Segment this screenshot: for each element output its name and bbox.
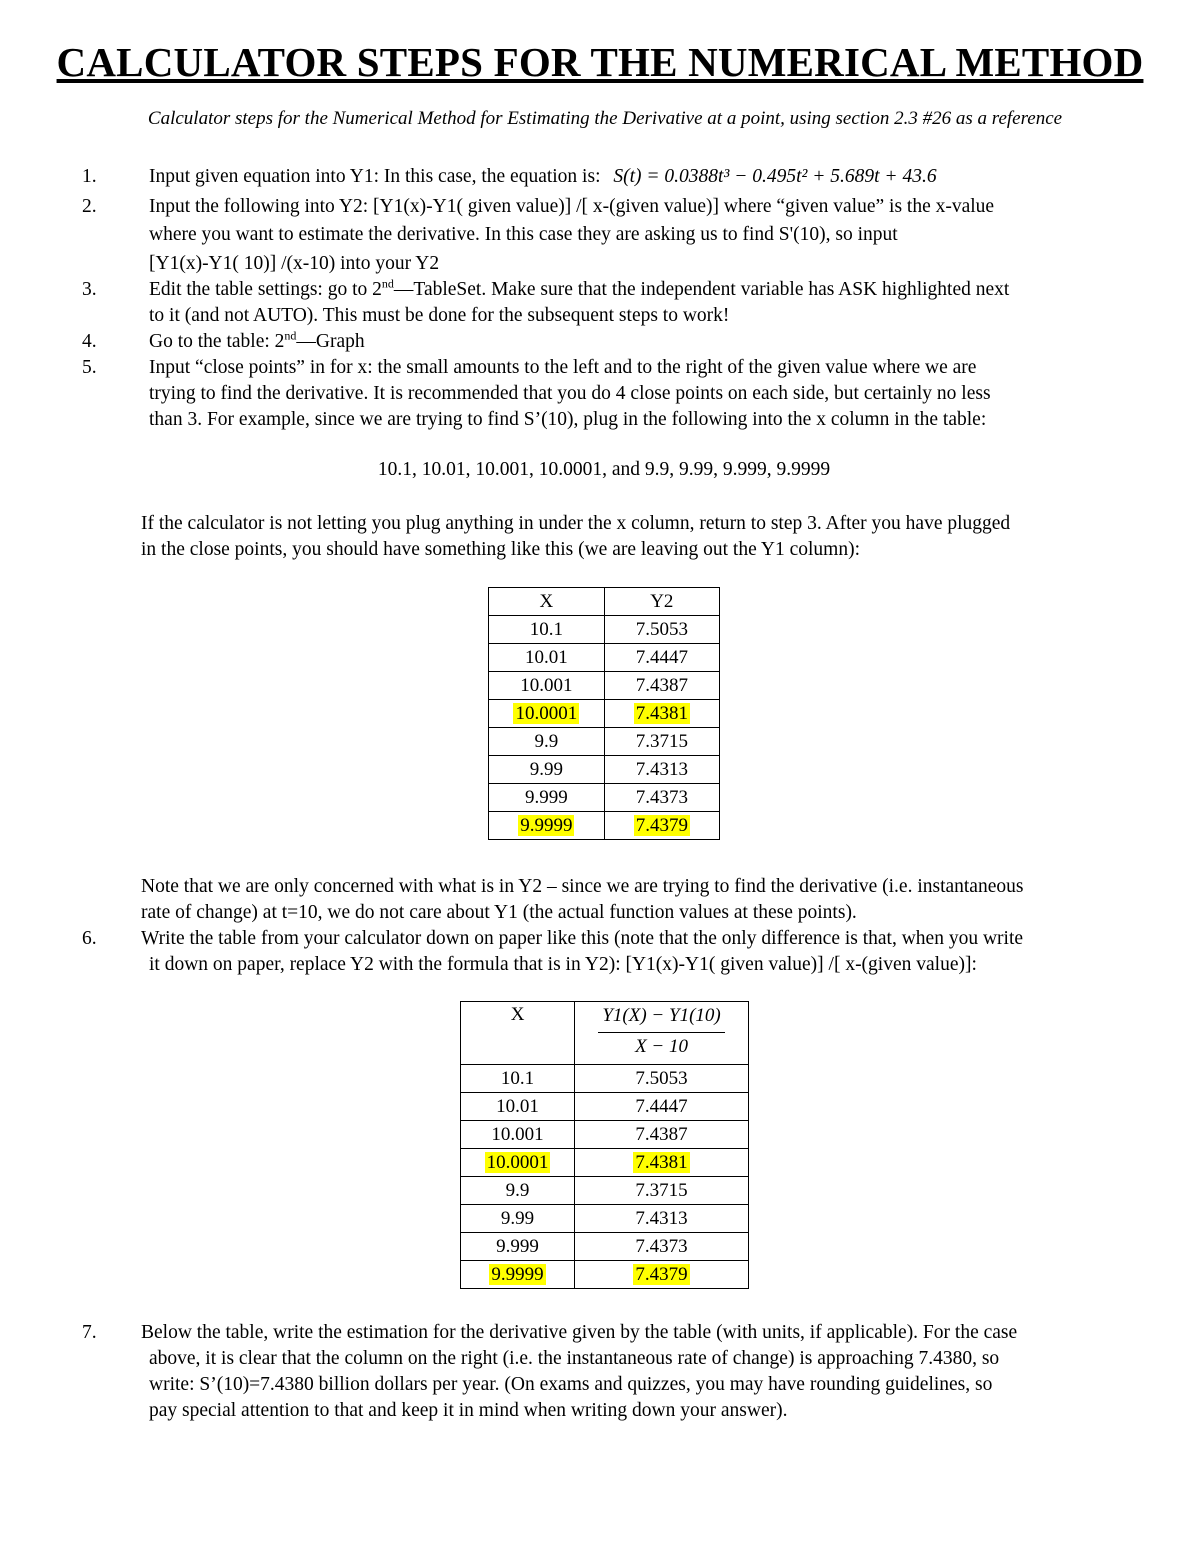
step-7-line-3: write: S’(10)=7.4380 billion dollars per year. (On exams and quizzes, you may have rounding guidelines, so [149, 1374, 993, 1395]
calculator-table [488, 587, 720, 840]
cell-y: 7.4387 [604, 672, 719, 700]
table-row [489, 616, 720, 644]
cell-y [575, 1149, 749, 1177]
header-x: X [489, 588, 605, 616]
step-2-number: 2. [82, 196, 97, 217]
step-6-line-1: Write the table from your calculator down on paper like this (note that the only difference is that, when you write [141, 928, 1024, 949]
table-row-highlighted [489, 812, 720, 840]
cell-y: 7.5053 [604, 616, 719, 644]
step-7-line-4: pay special attention to that and keep it in mind when writing down your answer). [149, 1400, 788, 1421]
step-6-line-2: it down on paper, replace Y2 with the formula that is in Y2): [Y1(x)-Y1( given value)] /[ x-(given value)]: [149, 954, 977, 975]
formula-table [460, 1001, 749, 1289]
cell-x: 9.999 [489, 784, 605, 812]
cell-x: 10.01 [461, 1093, 575, 1121]
step-5-para-1: If the calculator is not letting you plug anything in under the x column, return to step 3. After you have plugged [141, 513, 1011, 534]
table-row [489, 672, 720, 700]
highlight: 7.4381 [635, 1151, 688, 1173]
cell-y [575, 1261, 749, 1289]
step-4-line [149, 329, 365, 355]
cell-x [489, 812, 605, 840]
highlight: 10.0001 [515, 702, 578, 724]
close-points-list: 10.1, 10.01, 10.001, 10.0001, and 9.9, 9.99, 9.999, 9.9999 [377, 459, 831, 480]
step-5-line-1: Input “close points” in for x: the small amounts to the left and to the right of the given value where we are [149, 357, 977, 378]
table-row [461, 1093, 749, 1121]
step-1-label: Input given equation into Y1: In this case, the equation is: [149, 166, 601, 187]
table-row [489, 784, 720, 812]
cell-y: 7.3715 [575, 1177, 749, 1205]
highlight: 9.9999 [520, 814, 573, 836]
step-2-line-1: Input the following into Y2: [Y1(x)-Y1( given value)] /[ x-(given value)] where “given value” is the x-value [149, 196, 995, 217]
note-line-1: Note that we are only concerned with what is in Y2 – since we are trying to find the derivative (i.e. instantaneous [141, 876, 1024, 897]
step-4-text-a: Go to the table: 2 [149, 331, 285, 352]
step-4-sup: nd [284, 328, 297, 343]
cell-x: 10.001 [461, 1121, 575, 1149]
cell-y: 7.4373 [604, 784, 719, 812]
highlight: 10.0001 [486, 1151, 549, 1173]
cell-x [461, 1261, 575, 1289]
formula-denominator: X − 10 [635, 1036, 689, 1057]
cell-y: 7.4373 [575, 1233, 749, 1261]
cell-y: 7.3715 [604, 728, 719, 756]
step-3-number: 3. [82, 279, 97, 300]
cell-x: 10.1 [489, 616, 605, 644]
highlight: 7.4381 [635, 702, 688, 724]
cell-x: 10.01 [489, 644, 605, 672]
page-subtitle: Calculator steps for the Numerical Method for Estimating the Derivative at a point, using section 2.3 #26 as a reference [147, 108, 1063, 129]
step-5-para-2: in the close points, you should have something like this (we are leaving out the Y1 column): [141, 539, 861, 560]
cell-y: 7.5053 [575, 1065, 749, 1093]
cell-x: 9.99 [489, 756, 605, 784]
step-5-line-3: than 3. For example, since we are trying to find S’(10), plug in the following into the x column in the table: [149, 409, 987, 430]
table-row [489, 756, 720, 784]
header-y2: Y2 [604, 588, 719, 616]
cell-x [489, 700, 605, 728]
page-title: CALCULATOR STEPS FOR THE NUMERICAL METHOD [56, 39, 1144, 85]
table-row [461, 1121, 749, 1149]
cell-x: 9.99 [461, 1205, 575, 1233]
note-line-2: rate of change) at t=10, we do not care about Y1 (the actual function values at these points). [141, 902, 857, 923]
cell-y: 7.4447 [575, 1093, 749, 1121]
cell-y: 7.4447 [604, 644, 719, 672]
cell-x: 10.1 [461, 1065, 575, 1093]
table-header-row [461, 1002, 749, 1065]
step-6-number: 6. [82, 928, 97, 949]
cell-x: 9.9 [461, 1177, 575, 1205]
table-row [461, 1205, 749, 1233]
step-1-text [149, 164, 937, 190]
step-4-text-b: —Graph [296, 331, 365, 352]
formula-numerator: Y1(X) − Y1(10) [598, 1002, 724, 1033]
table-header-row [489, 588, 720, 616]
cell-y [604, 700, 719, 728]
step-2-line-3: [Y1(x)-Y1( 10)] /(x-10) into your Y2 [149, 253, 440, 274]
step-5-line-2: trying to find the derivative. It is recommended that you do 4 close points on each side, but certainly no less [149, 383, 991, 404]
step-3-line-1 [149, 277, 1009, 303]
highlight: 9.9999 [491, 1263, 544, 1285]
table-row [461, 1065, 749, 1093]
step-3-text-a: Edit the table settings: go to 2 [149, 279, 382, 300]
table-row-highlighted [489, 700, 720, 728]
cell-x: 10.001 [489, 672, 605, 700]
cell-y: 7.4387 [575, 1121, 749, 1149]
step-1-equation: S(t) = 0.0388t³ − 0.495t² + 5.689t + 43.6 [613, 166, 937, 187]
step-2-line-2: where you want to estimate the derivative. In this case they are asking us to find S'(10), so input [149, 224, 898, 245]
table-row [461, 1177, 749, 1205]
step-4-number: 4. [82, 331, 97, 352]
cell-y: 7.4313 [604, 756, 719, 784]
highlight: 7.4379 [635, 1263, 688, 1285]
header-formula [575, 1002, 749, 1065]
header-x: X [461, 1002, 575, 1065]
table-row [489, 728, 720, 756]
step-7-number: 7. [82, 1322, 97, 1343]
step-5-number: 5. [82, 357, 97, 378]
step-3-sup: nd [381, 276, 394, 291]
step-3-text-b: —TableSet. Make sure that the independent variable has ASK highlighted next [393, 279, 1010, 300]
step-7-line-2: above, it is clear that the column on the right (i.e. the instantaneous rate of change) is approaching 7.4380, so [149, 1348, 1000, 1369]
table-row [489, 644, 720, 672]
cell-x [461, 1149, 575, 1177]
table-row [461, 1233, 749, 1261]
highlight: 7.4379 [635, 814, 688, 836]
cell-y: 7.4313 [575, 1205, 749, 1233]
table-row-highlighted [461, 1261, 749, 1289]
cell-y [604, 812, 719, 840]
table-row-highlighted [461, 1149, 749, 1177]
cell-x: 9.9 [489, 728, 605, 756]
step-3-line-2: to it (and not AUTO). This must be done for the subsequent steps to work! [149, 305, 730, 326]
step-1-number: 1. [82, 166, 97, 187]
step-7-line-1: Below the table, write the estimation for the derivative given by the table (with units, if applicable). For the case [141, 1322, 1018, 1343]
cell-x: 9.999 [461, 1233, 575, 1261]
